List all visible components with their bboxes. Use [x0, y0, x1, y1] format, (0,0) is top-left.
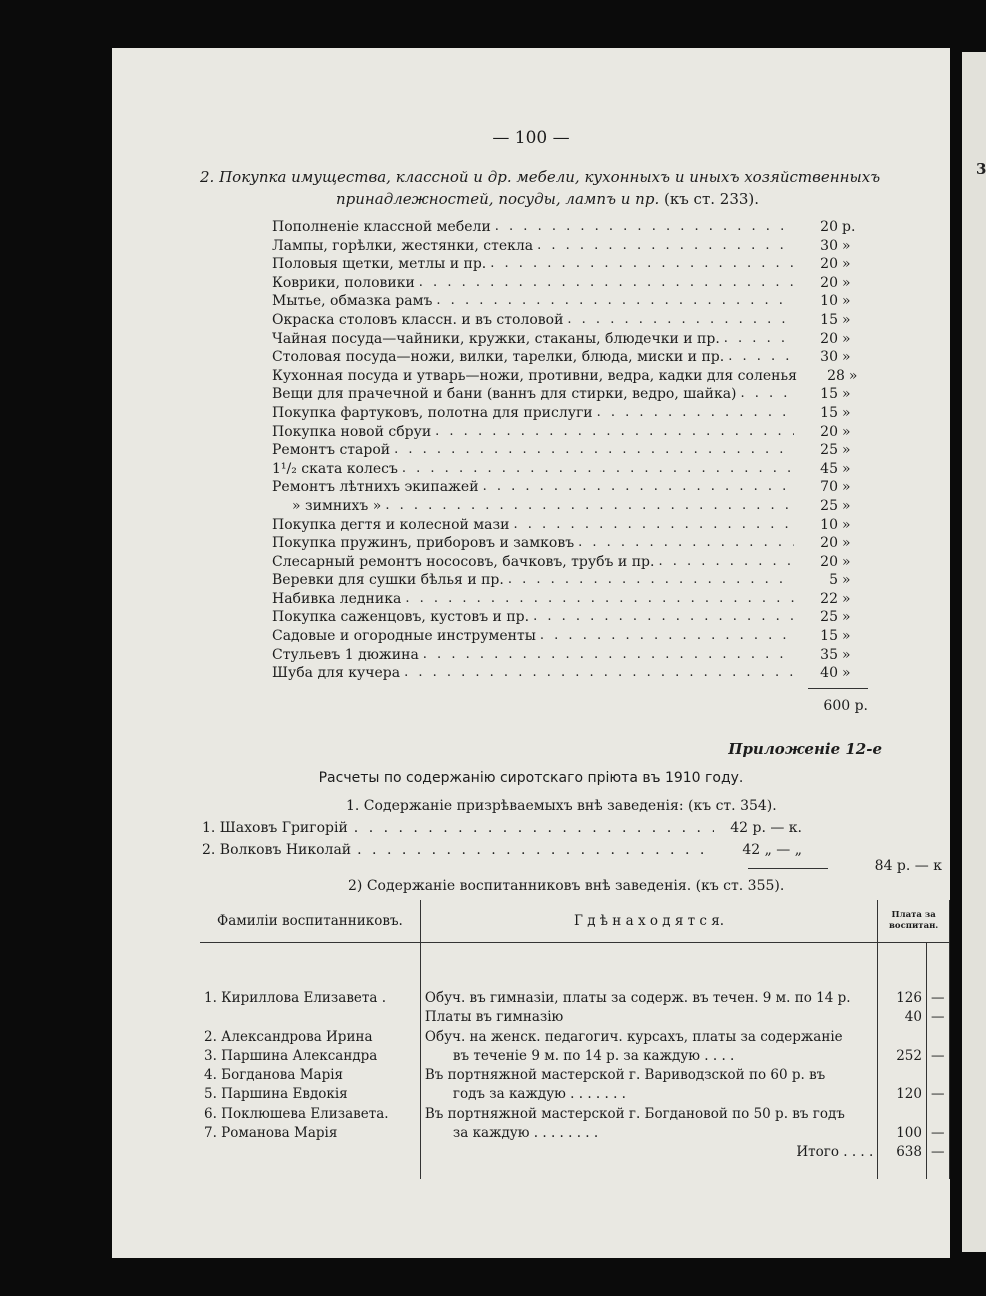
expense-amount: 25 — [820, 497, 838, 514]
leader-dots — [490, 255, 794, 274]
pupil-name: 1. Кириллова Елизавета . — [204, 990, 387, 1006]
leader-dots — [419, 274, 794, 293]
expense-unit: » — [842, 516, 851, 533]
pupil-fee-kop: — — [930, 1125, 945, 1142]
leader-dots — [508, 571, 794, 590]
expense-unit: » — [842, 311, 851, 328]
pupil-place: Платы въ гимназію — [424, 1009, 564, 1026]
col-header-names: Фамиліи воспитанниковъ. — [200, 900, 420, 943]
pupil-fee — [882, 1028, 922, 1047]
expense-label: Покупка дегтя и колесной мази — [272, 516, 510, 533]
expense-unit: » — [842, 572, 851, 589]
pupil-place: въ теченіе 9 м. по 14 р. за каждую . . . . — [452, 1047, 735, 1064]
expense-amount: 20 — [820, 553, 838, 570]
expense-row — [272, 608, 866, 627]
expense-unit: » — [842, 609, 851, 626]
total-value: 638 — [896, 1144, 922, 1161]
expense-row — [272, 237, 866, 256]
table-row — [200, 989, 950, 1028]
person-amount: 42 р. — к. — [730, 820, 802, 836]
pupil-fee: 40 — [904, 1009, 922, 1026]
expense-row — [272, 441, 866, 460]
table-row — [200, 1028, 950, 1067]
expense-label: » зимнихъ » — [292, 497, 382, 514]
col-header-place: Г д ѣ н а х о д я т с я. — [420, 900, 877, 943]
pupil-fee-kop: — — [930, 1086, 945, 1103]
expense-unit: » — [842, 330, 851, 347]
person-row — [202, 820, 802, 836]
expense-row — [272, 590, 866, 609]
expense-label: Покупка саженцовъ, кустовъ и пр. — [272, 609, 530, 626]
leader-dots — [483, 478, 794, 497]
leader-dots — [404, 664, 794, 683]
pupil-name: 5. Паршина Евдокія — [204, 1086, 348, 1103]
pupil-place: годъ за каждую . . . . . . . — [452, 1086, 626, 1103]
pupil-fee-kop — [931, 1066, 945, 1085]
expense-row — [272, 571, 866, 590]
leader-dots — [741, 385, 794, 404]
leader-dots — [537, 237, 794, 256]
leader-dots — [354, 820, 714, 836]
expense-row — [272, 348, 866, 367]
col-header-fee: Плата за воспитан. — [878, 900, 950, 943]
table-total-row — [200, 1143, 950, 1179]
expense-unit: » — [842, 423, 851, 440]
leader-dots — [385, 497, 794, 516]
expense-row — [272, 404, 866, 423]
pupil-fee-kop: — — [930, 1047, 945, 1064]
expense-unit: » — [842, 256, 851, 273]
appendix-label: Приложеніе 12-е — [728, 740, 882, 758]
pupil-fee: 120 — [896, 1086, 922, 1103]
section-heading — [200, 166, 940, 210]
expense-unit: » — [848, 367, 858, 384]
expense-unit: » — [842, 590, 851, 607]
leader-dots — [533, 608, 794, 627]
expense-unit: » — [842, 628, 851, 645]
expense-unit: » — [842, 553, 851, 570]
expense-unit: » — [842, 646, 851, 663]
heading-line-1: 2. Покупка имущества, классной и др. мебели, кухонныхъ и иныхъ хозяйственныхъ — [200, 168, 881, 186]
pupil-fee — [882, 1066, 922, 1085]
expense-unit: » — [842, 237, 851, 254]
pupil-fee: 100 — [896, 1125, 922, 1142]
leader-dots — [540, 627, 794, 646]
expense-row — [272, 292, 866, 311]
expense-amount: 28 — [827, 367, 845, 384]
expense-row — [272, 534, 866, 553]
expense-amount: 25 — [820, 609, 838, 626]
expense-row — [272, 627, 866, 646]
person-name: 1. Шаховъ Григорій — [202, 820, 348, 836]
expense-amount: 10 — [820, 293, 838, 310]
expense-label: Шуба для кучера — [272, 665, 401, 682]
expense-unit: р. — [842, 219, 856, 235]
expense-label: Окраска столовъ классн. и въ столовой — [272, 311, 564, 328]
expense-unit: » — [842, 460, 851, 477]
expense-row — [272, 664, 866, 683]
expense-unit: » — [842, 404, 851, 421]
expense-unit: » — [842, 442, 851, 459]
pupil-fee-kop — [931, 1028, 945, 1047]
expense-amount: 15 — [820, 386, 838, 403]
expense-label: Веревки для сушки бѣлья и пр. — [272, 572, 504, 589]
expense-amount: 70 — [820, 479, 838, 496]
leader-dots — [423, 646, 794, 665]
pupil-fee-kop: — — [930, 1009, 945, 1026]
expense-row — [272, 311, 866, 330]
pupil-place: Въ портняжной мастерской г. Богдановой по 50 р. въ годъ — [424, 1105, 845, 1122]
leader-dots — [405, 590, 794, 609]
expense-row — [272, 478, 866, 497]
document-page — [112, 48, 950, 1258]
expense-label: Лампы, горѣлки, жестянки, стекла — [272, 237, 534, 254]
expense-label: Покупка пружинъ, приборовъ и замковъ — [272, 535, 575, 552]
person-amount: 42 „ — „ — [742, 842, 802, 858]
expense-amount: 45 — [820, 460, 838, 477]
expense-unit: » — [842, 497, 851, 514]
expense-amount: 15 — [820, 404, 838, 421]
expense-unit: » — [842, 479, 851, 496]
total-label: Итого . . . . — [796, 1144, 874, 1161]
expense-label: Половыя щетки, метлы и пр. — [272, 256, 487, 273]
pupil-place: Обуч. на женск. педагогич. курсахъ, платы за содержаніе — [424, 1028, 843, 1045]
leader-dots — [578, 534, 794, 553]
expense-row — [272, 330, 866, 349]
expense-unit: » — [842, 293, 851, 310]
expense-unit: » — [842, 274, 851, 291]
expense-amount: 15 — [820, 628, 838, 645]
expense-label: 1¹/₂ ската колесъ — [272, 460, 398, 477]
pupil-name: 7. Романова Марія — [204, 1125, 338, 1142]
expense-row — [272, 218, 866, 237]
leader-dots — [567, 311, 794, 330]
expense-row — [272, 423, 866, 442]
expense-amount: 20 — [820, 330, 838, 347]
pupil-fee: 252 — [896, 1047, 922, 1064]
expense-amount: 10 — [820, 516, 838, 533]
expense-amount: 20 — [820, 274, 838, 291]
expense-label: Столовая посуда—ножи, вилки, тарелки, блюда, миски и пр. — [272, 349, 725, 366]
leader-dots — [357, 842, 714, 858]
expense-label: Мытье, обмазка рамъ — [272, 293, 433, 310]
expense-amount: 5 — [829, 572, 838, 589]
expense-row — [272, 385, 866, 404]
expense-amount: 15 — [820, 311, 838, 328]
leader-dots — [728, 348, 794, 367]
expense-label: Ремонтъ старой — [272, 442, 391, 459]
items-total: 600 р. — [823, 698, 868, 714]
pupils-table — [200, 900, 950, 1179]
expense-amount: 25 — [820, 442, 838, 459]
expense-label: Покупка новой сбруи — [272, 423, 432, 440]
table-row — [200, 1105, 950, 1144]
expense-label: Покупка фартуковъ, полотна для прислуги — [272, 404, 593, 421]
expense-label: Чайная посуда—чайники, кружки, стаканы, блюдечки и пр. — [272, 330, 720, 347]
expense-unit: » — [842, 665, 851, 682]
sum-rule — [808, 688, 868, 689]
leader-dots — [394, 441, 794, 460]
subsection-2-title: 2) Содержаніе воспитанниковъ внѣ заведенія. (къ ст. 355). — [348, 878, 785, 894]
expense-row — [272, 255, 866, 274]
pupil-fee — [882, 1105, 922, 1124]
expense-list — [272, 218, 866, 683]
expense-amount: 20 — [820, 535, 838, 552]
expense-label: Садовые и огородные инструменты — [272, 628, 536, 645]
person-name: 2. Волковъ Николай — [202, 842, 352, 858]
expense-row — [272, 460, 866, 479]
expense-label: Набивка ледника — [272, 590, 402, 607]
expense-row — [272, 553, 866, 572]
expense-row — [272, 497, 866, 516]
expense-label: Коврики, половики — [272, 274, 415, 291]
expense-label: Кухонная посуда и утварь—ножи, противни, ведра, кадки для соленья — [272, 367, 797, 384]
leader-dots — [597, 404, 794, 423]
expense-amount: 40 — [820, 665, 838, 682]
leader-dots — [724, 330, 794, 349]
leader-dots — [436, 292, 794, 311]
pupil-name: 2. Александрова Ирина — [204, 1028, 373, 1045]
expense-unit: » — [842, 386, 851, 403]
expense-amount: 35 — [820, 646, 838, 663]
pupil-name: 4. Богданова Марія — [204, 1067, 344, 1084]
subsection-1-title: 1. Содержаніе призрѣваемыхъ внѣ заведенія: (къ ст. 354). — [346, 798, 777, 814]
pupil-name: 6. Поклюшева Елизавета. — [204, 1105, 389, 1122]
expense-label: Ремонтъ лѣтнихъ экипажей — [272, 479, 479, 496]
expense-amount: 20 — [820, 256, 838, 273]
expense-amount: 20 — [820, 423, 838, 440]
heading-line-2: принадлежностей, посуды, лампъ и пр. — [336, 190, 660, 208]
facing-page-edge — [962, 52, 986, 1252]
pupil-name: 3. Паршина Александра — [204, 1047, 378, 1064]
persons-total: 84 р. — к — [874, 858, 942, 874]
leader-dots — [658, 553, 794, 572]
heading-ref: (къ ст. 233). — [664, 190, 760, 208]
pupil-fee-kop — [931, 1105, 945, 1124]
pupil-place: за каждую . . . . . . . . — [452, 1125, 599, 1142]
pupil-fee-kop: — — [930, 990, 945, 1006]
expense-row — [272, 274, 866, 293]
expense-amount: 22 — [820, 590, 838, 607]
expense-label: Вещи для прачечной и бани (ваннъ для стирки, ведро, шайка) — [272, 386, 737, 403]
table-row — [200, 1066, 950, 1105]
expense-label: Стульевъ 1 дюжина — [272, 646, 419, 663]
expense-label: Слесарный ремонтъ нососовъ, бачковъ, трубъ и пр. — [272, 553, 655, 570]
pupil-place: Въ портняжной мастерской г. Вариводзской по 60 р. въ — [424, 1067, 826, 1084]
page-number: — 100 — — [492, 128, 570, 148]
leader-dots — [495, 218, 794, 237]
pupil-fee: 126 — [896, 990, 922, 1006]
expense-unit: » — [842, 535, 851, 552]
expense-amount: 30 — [820, 237, 838, 254]
leader-dots — [514, 516, 795, 535]
pupil-place: Обуч. въ гимназіи, платы за содерж. въ течен. 9 м. по 14 р. — [424, 990, 851, 1006]
expense-amount: 20 — [820, 219, 838, 235]
leader-dots — [402, 460, 794, 479]
facing-page-number: 3 — [976, 160, 986, 178]
total-kop: — — [930, 1144, 945, 1161]
leader-dots — [435, 423, 794, 442]
expense-row — [272, 516, 866, 535]
expense-row — [272, 367, 866, 386]
expense-unit: » — [842, 349, 851, 366]
expense-row — [272, 646, 866, 665]
expense-label: Пополненіе классной мебели — [272, 219, 491, 235]
expense-amount: 30 — [820, 349, 838, 366]
person-row — [202, 842, 802, 858]
section-title: Расчеты по содержанію сиротскаго пріюта въ 1910 году. — [318, 770, 744, 786]
